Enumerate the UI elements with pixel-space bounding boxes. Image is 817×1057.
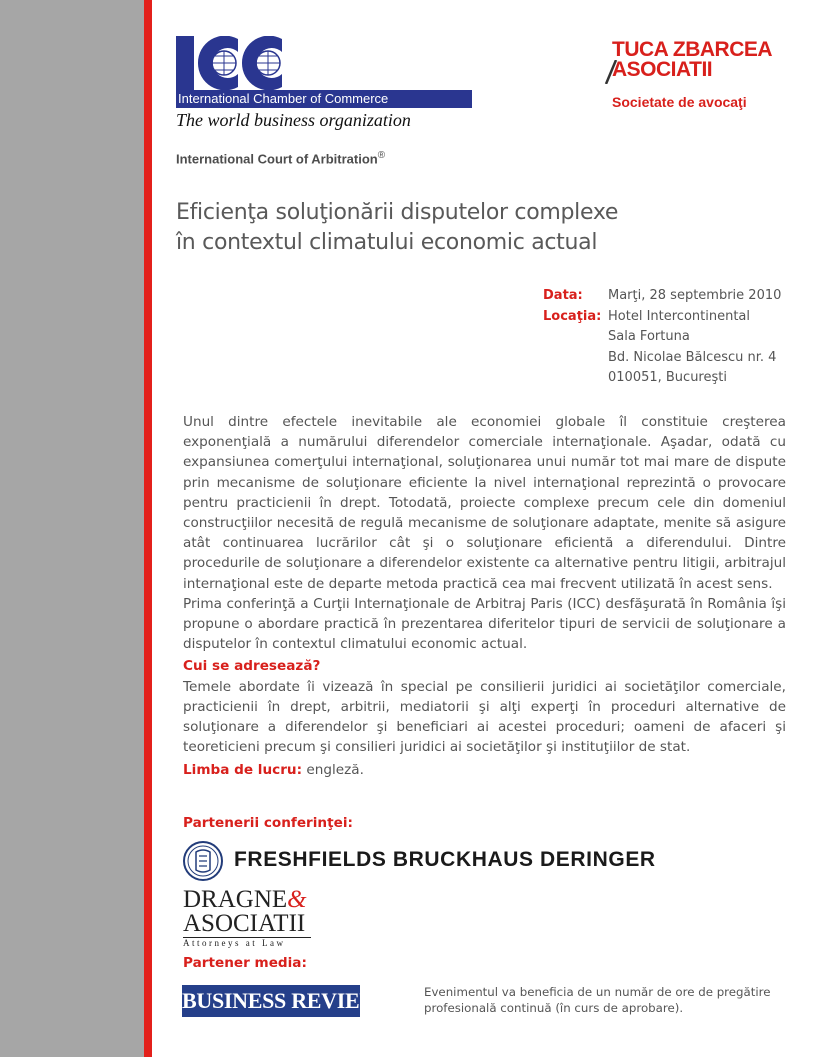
court-name: International Court of Arbitration <box>176 151 378 167</box>
media-partner-heading: Partener media: <box>183 955 307 971</box>
dragne-asociatii: ASOCIATII <box>183 910 306 937</box>
location-label: Locaţia: <box>543 308 602 324</box>
title-line-2: în contextul climatului economic actual <box>176 230 598 255</box>
intro-paragraph: Unul dintre efectele inevitabile ale economiei globale îl constituie creşterea exponenţială a numărului diferendelor comerciale internaţionale. Aşadar, odată cu expansiunea comerţului internaţional, soluţionarea unui număr tot mai mare de dispute prin mecanisme de soluţionare eficiente la nivel internaţional reprezintă o provocare pentru practicienii în drept. Totodată, proiecte complexe precum cele din domeniul construcţiilor necesită de regulă mecanisme de soluţionare adaptate, menite să asigure atât continuarea lucrărilor cât şi o soluţionare eficientă a diferendului. Dintre procedurile de soluţionare a diferendelor existente ca alternative pentru litigii, arbitrajul internaţional este de departe metoda practică cea mai frecvent utilizată în acest sens. <box>183 414 786 592</box>
partners-heading: Partenerii conferinţei: <box>183 815 353 831</box>
dragne-logo <box>183 888 311 948</box>
icc-tagline: The world business organization <box>176 110 411 130</box>
title-line-1: Eficienţa soluţionării disputelor complexe <box>176 200 619 225</box>
dragne-word: DRAGNE <box>183 886 288 913</box>
date-label: Data: <box>543 288 583 303</box>
red-vertical-rule <box>144 0 152 1057</box>
conference-paragraph: Prima conferinţă a Curţii Internaţionale de Arbitraj Paris (ICC) desfăşurată în România îşi propune o abordare practică în prezentarea diferitelor tipuri de servicii de soluţionare a disputelor în contextul climatului economic actual. <box>183 595 786 653</box>
language-label: Limba de lucru: <box>183 762 303 779</box>
tza-subtitle: Societate de avocaţi <box>612 94 747 110</box>
location-line: Hotel Intercontinental <box>608 308 750 324</box>
language-value: engleză. <box>306 762 364 779</box>
tza-logo-line1: TUCA ZBARCEA <box>612 38 773 61</box>
icc-logo-letters <box>176 36 286 90</box>
tza-line2-text: ASOCIATII <box>612 58 713 81</box>
freshfields-logo <box>182 840 672 882</box>
registered-mark: ® <box>377 150 386 161</box>
tza-logo-line2 <box>604 58 712 82</box>
dragne-name <box>183 888 311 912</box>
location-line: Bd. Nicolae Bălcescu nr. 4 <box>608 349 777 365</box>
location-line: 010051, Bucureşti <box>608 370 727 385</box>
court-of-arbitration <box>176 150 385 166</box>
event-title <box>176 198 618 258</box>
location-line: Sala Fortuna <box>608 329 690 344</box>
audience-paragraph: Temele abordate îi vizează în special pe consilierii juridici ai societăţilor comerciale, practicienii în drept, arbitrii, mediatorii şi alţi experţi în proceduri alternative de soluţionare a diferendelor şi beneficiari ai acestei proceduri; oameni de afaceri şi teoreticieni precum şi consilieri juridici ai societăţilor şi instituţiilor de stat. <box>183 678 786 756</box>
freshfields-name: FRESHFIELDS BRUCKHAUS DERINGER <box>234 848 656 871</box>
date-value: Marţi, 28 septembrie 2010 <box>608 288 782 303</box>
dragne-ampersand: & <box>287 886 307 913</box>
language-line <box>183 760 786 780</box>
audience-heading: Cui se adresează? <box>183 658 321 675</box>
business-review-logo: BUSINESS REVIEW <box>182 985 360 1017</box>
event-description <box>183 412 786 781</box>
dragne-attorneys: Attorneys at Law <box>183 937 311 948</box>
freshfields-emblem-icon <box>182 840 226 882</box>
icc-name-bar: International Chamber of Commerce <box>176 90 472 108</box>
training-hours-note: Evenimentul va beneficia de un număr de ore de pregătire profesională continuă (în curs de aprobare). <box>424 985 771 1015</box>
left-gray-band <box>0 0 144 1057</box>
